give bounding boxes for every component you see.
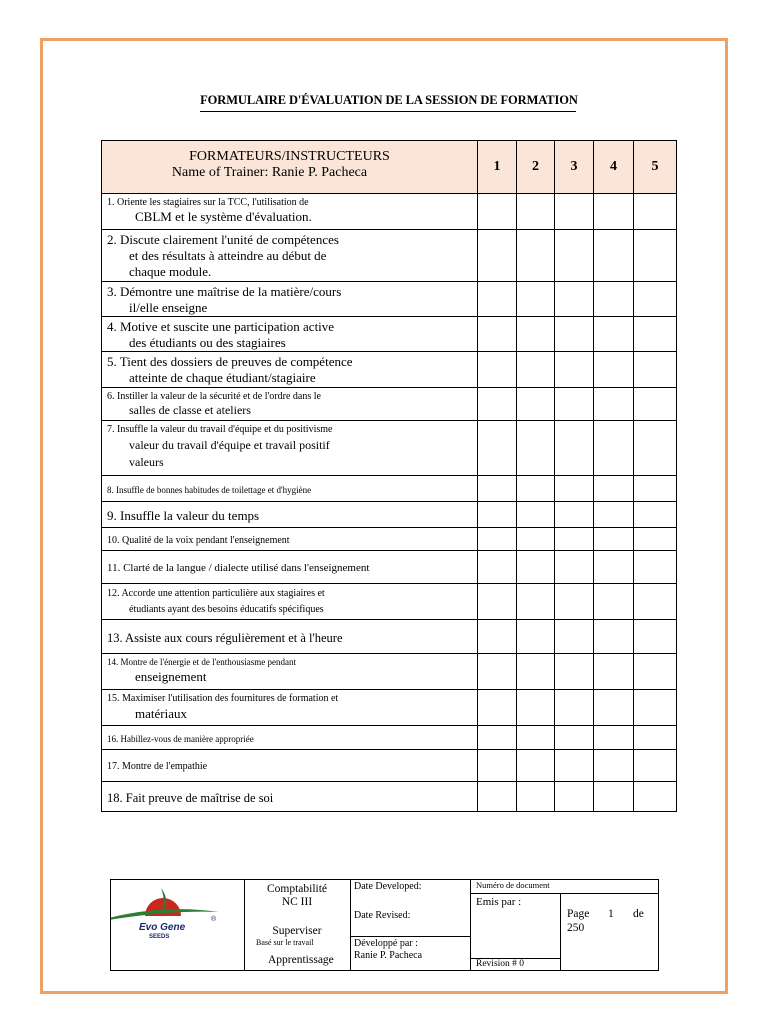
rating-cell[interactable] [634, 230, 677, 282]
criterion-line: 11. Clarté de la langue / dialecte utilisé dans l'enseignement [107, 562, 370, 574]
criterion-16 [102, 726, 478, 750]
criterion-15 [102, 690, 478, 726]
scale-header-2: 2 [517, 141, 555, 194]
trainer-name: Name of Trainer: Ranie P. Pacheca [171, 165, 368, 180]
criterion-17 [102, 750, 478, 782]
rating-cell[interactable] [478, 476, 517, 502]
rating-cell[interactable] [517, 584, 555, 620]
criterion-line: 14. Montre de l'énergie et de l'enthousiasme pendant [107, 657, 297, 667]
table-row [102, 317, 677, 352]
module-subtitle: Basé sur le travail [256, 938, 314, 947]
scale-header-3: 3 [555, 141, 594, 194]
criterion-8 [102, 476, 478, 502]
title-underline [200, 111, 576, 112]
criterion-13 [102, 620, 478, 654]
criterion-line: 10. Qualité de la voix pendant l'enseignement [107, 534, 290, 546]
table-row [102, 476, 677, 502]
rating-cell[interactable] [594, 654, 634, 690]
rating-cell[interactable] [478, 654, 517, 690]
document-footer [110, 879, 659, 971]
criterion-line: salles de classe et ateliers [129, 403, 251, 417]
scale-header-5: 5 [634, 141, 677, 194]
rating-cell[interactable] [555, 230, 594, 282]
rating-cell[interactable] [517, 502, 555, 528]
trainer-header-cell [102, 141, 478, 194]
rating-cell[interactable] [555, 282, 594, 317]
date-developed-label: Date Developed: [354, 881, 422, 892]
criterion-6 [102, 388, 478, 421]
criterion-line: 18. Fait preuve de maîtrise de soi [107, 790, 274, 805]
criterion-line: valeurs [129, 455, 164, 469]
criterion-4 [102, 317, 478, 352]
table-row [102, 282, 677, 317]
table-row [102, 528, 677, 551]
criterion-line: étudiants ayant des besoins éducatifs spécifiques [129, 604, 324, 615]
registered-mark: ® [211, 916, 217, 923]
rating-cell[interactable] [555, 502, 594, 528]
developed-by-label: Développé par : [354, 938, 418, 949]
rating-cell[interactable] [594, 502, 634, 528]
rating-cell[interactable] [634, 528, 677, 551]
rating-cell[interactable] [594, 528, 634, 551]
rating-cell[interactable] [517, 528, 555, 551]
table-row [102, 388, 677, 421]
criterion-10 [102, 528, 478, 551]
criterion-line: et des résultats à atteindre au début de [129, 248, 327, 263]
rating-cell[interactable] [634, 551, 677, 584]
table-row [102, 654, 677, 690]
rating-cell[interactable] [517, 782, 555, 812]
criterion-line: 8. Insuffle de bonnes habitudes de toilettage et d'hygiène [107, 484, 312, 495]
rating-cell[interactable] [478, 726, 517, 750]
rating-cell[interactable] [478, 782, 517, 812]
criterion-line: matériaux [135, 706, 187, 721]
date-revised-label: Date Revised: [354, 910, 411, 921]
rating-cell[interactable] [517, 352, 555, 388]
rating-cell[interactable] [555, 317, 594, 352]
criterion-line: 4. Motive et suscite une participation active [107, 319, 335, 334]
logo-subtext: SEEDS [149, 934, 170, 940]
criterion-line: 3. Démontre une maîtrise de la matière/cours [107, 284, 342, 299]
criterion-2 [102, 230, 478, 282]
rating-cell[interactable] [478, 502, 517, 528]
table-row [102, 230, 677, 282]
company-logo [111, 880, 244, 970]
criterion-line: valeur du travail d'équipe et travail positif [129, 438, 330, 452]
criterion-line: 9. Insuffle la valeur du temps [107, 507, 260, 523]
rating-cell[interactable] [517, 194, 555, 230]
issued-by-label: Emis par : [476, 896, 522, 908]
rating-cell[interactable] [478, 352, 517, 388]
rating-cell[interactable] [634, 388, 677, 421]
trainers-heading: FORMATEURS/INSTRUCTEURS [189, 149, 390, 164]
developer-name: Ranie P. Pacheca [354, 950, 423, 961]
rating-cell[interactable] [478, 230, 517, 282]
scale-header-4: 4 [594, 141, 634, 194]
qualification-level: NC III [281, 896, 313, 908]
footer-rule [350, 936, 471, 937]
rating-cell[interactable] [517, 230, 555, 282]
rating-cell[interactable] [478, 551, 517, 584]
table-row [102, 352, 677, 388]
footer-divider [350, 880, 351, 970]
rating-cell[interactable] [478, 388, 517, 421]
document-number-label: Numéro de document [476, 880, 550, 890]
page-total: 250 [567, 922, 585, 934]
module-last-line: Apprentissage [268, 954, 334, 966]
rating-cell[interactable] [517, 476, 555, 502]
rating-cell[interactable] [478, 690, 517, 726]
rating-cell[interactable] [594, 282, 634, 317]
page-number: 1 [608, 908, 614, 920]
rating-cell[interactable] [594, 476, 634, 502]
rating-cell[interactable] [634, 620, 677, 654]
rating-cell[interactable] [555, 528, 594, 551]
rating-cell[interactable] [555, 476, 594, 502]
rating-cell[interactable] [517, 282, 555, 317]
rating-cell[interactable] [517, 388, 555, 421]
rating-cell[interactable] [594, 620, 634, 654]
page-of: de [633, 908, 644, 920]
rating-cell[interactable] [594, 551, 634, 584]
footer-divider [560, 894, 561, 970]
rating-cell[interactable] [517, 654, 555, 690]
table-row [102, 194, 677, 230]
rating-cell[interactable] [634, 726, 677, 750]
rating-cell[interactable] [634, 502, 677, 528]
table-row [102, 551, 677, 584]
rating-cell[interactable] [555, 690, 594, 726]
criterion-3 [102, 282, 478, 317]
criterion-5 [102, 352, 478, 388]
rating-cell[interactable] [517, 620, 555, 654]
rating-cell[interactable] [634, 782, 677, 812]
criterion-line: 12. Accorde une attention particulière aux stagiaires et [107, 588, 325, 599]
rating-cell[interactable] [555, 750, 594, 782]
rating-cell[interactable] [517, 317, 555, 352]
table-row [102, 726, 677, 750]
rating-cell[interactable] [555, 620, 594, 654]
criterion-9 [102, 502, 478, 528]
criterion-11 [102, 551, 478, 584]
rating-cell[interactable] [517, 726, 555, 750]
table-row [102, 584, 677, 620]
rating-cell[interactable] [594, 194, 634, 230]
rating-cell[interactable] [517, 690, 555, 726]
rating-cell[interactable] [517, 750, 555, 782]
criterion-line: 16. Habillez-vous de manière appropriée [107, 733, 254, 744]
rating-cell[interactable] [634, 282, 677, 317]
criterion-7 [102, 421, 478, 476]
table-row [102, 750, 677, 782]
rating-cell[interactable] [594, 421, 634, 476]
criterion-line: chaque module. [129, 264, 212, 279]
module-title: Superviser [272, 925, 322, 937]
criterion-18 [102, 782, 478, 812]
criterion-line: enseignement [135, 669, 207, 684]
footer-rule [470, 893, 659, 894]
rating-cell[interactable] [634, 421, 677, 476]
criterion-line: 1. Oriente les stagiaires sur la TCC, l'utilisation de [107, 197, 309, 208]
rating-cell[interactable] [594, 317, 634, 352]
rating-cell[interactable] [478, 421, 517, 476]
qualification: Comptabilité [266, 883, 328, 895]
rating-cell[interactable] [634, 690, 677, 726]
criterion-line: 7. Insuffle la valeur du travail d'équipe et du positivisme [107, 424, 333, 435]
rating-cell[interactable] [555, 194, 594, 230]
page-label: Page [567, 908, 590, 920]
rating-cell[interactable] [594, 726, 634, 750]
criterion-14 [102, 654, 478, 690]
rating-cell[interactable] [594, 782, 634, 812]
table-row [102, 620, 677, 654]
rating-cell[interactable] [594, 584, 634, 620]
rating-cell[interactable] [478, 750, 517, 782]
criterion-line: il/elle enseigne [129, 300, 208, 315]
rating-cell[interactable] [594, 352, 634, 388]
rating-cell[interactable] [634, 654, 677, 690]
rating-cell[interactable] [517, 421, 555, 476]
rating-cell[interactable] [478, 282, 517, 317]
rating-cell[interactable] [555, 421, 594, 476]
rating-cell[interactable] [634, 584, 677, 620]
criterion-line: 17. Montre de l'empathie [107, 761, 208, 772]
table-header-row [102, 141, 677, 194]
rating-cell[interactable] [634, 194, 677, 230]
rating-cell[interactable] [594, 230, 634, 282]
rating-cell[interactable] [555, 352, 594, 388]
table-row [102, 690, 677, 726]
table-row [102, 421, 677, 476]
logo-wordmark: Evo Gene [139, 922, 186, 933]
logo-graphic [111, 880, 244, 970]
criterion-line: 5. Tient des dossiers de preuves de compétence [107, 354, 353, 369]
criterion-line: atteinte de chaque étudiant/stagiaire [129, 370, 316, 385]
rating-cell[interactable] [634, 317, 677, 352]
revision-number: Revision # 0 [476, 959, 525, 969]
criterion-line: 13. Assiste aux cours régulièrement et à l'heure [107, 630, 343, 645]
rating-cell[interactable] [555, 388, 594, 421]
rating-cell[interactable] [478, 584, 517, 620]
criterion-line: CBLM et le système d'évaluation. [135, 209, 312, 224]
rating-cell[interactable] [555, 726, 594, 750]
criterion-1 [102, 194, 478, 230]
rating-cell[interactable] [555, 654, 594, 690]
rating-cell[interactable] [594, 388, 634, 421]
rating-cell[interactable] [478, 528, 517, 551]
criterion-line: 15. Maximiser l'utilisation des fournitures de formation et [107, 693, 339, 704]
rating-cell[interactable] [478, 194, 517, 230]
rating-cell[interactable] [555, 782, 594, 812]
rating-cell[interactable] [517, 551, 555, 584]
scale-header-1: 1 [478, 141, 517, 194]
table-row [102, 782, 677, 812]
rating-cell[interactable] [634, 750, 677, 782]
evaluation-table [101, 140, 677, 812]
criterion-line: 6. Instiller la valeur de la sécurité et de l'ordre dans le [107, 391, 321, 402]
rating-cell[interactable] [478, 620, 517, 654]
form-title: FORMULAIRE D'ÉVALUATION DE LA SESSION DE FORMATION [200, 93, 578, 107]
rating-cell[interactable] [478, 317, 517, 352]
rating-cell[interactable] [594, 750, 634, 782]
table-row [102, 502, 677, 528]
rating-cell[interactable] [555, 551, 594, 584]
criterion-line: des étudiants ou des stagiaires [129, 335, 286, 350]
criterion-line: 2. Discute clairement l'unité de compétences [107, 232, 339, 247]
rating-cell[interactable] [634, 476, 677, 502]
rating-cell[interactable] [555, 584, 594, 620]
rating-cell[interactable] [634, 352, 677, 388]
criterion-12 [102, 584, 478, 620]
rating-cell[interactable] [594, 690, 634, 726]
